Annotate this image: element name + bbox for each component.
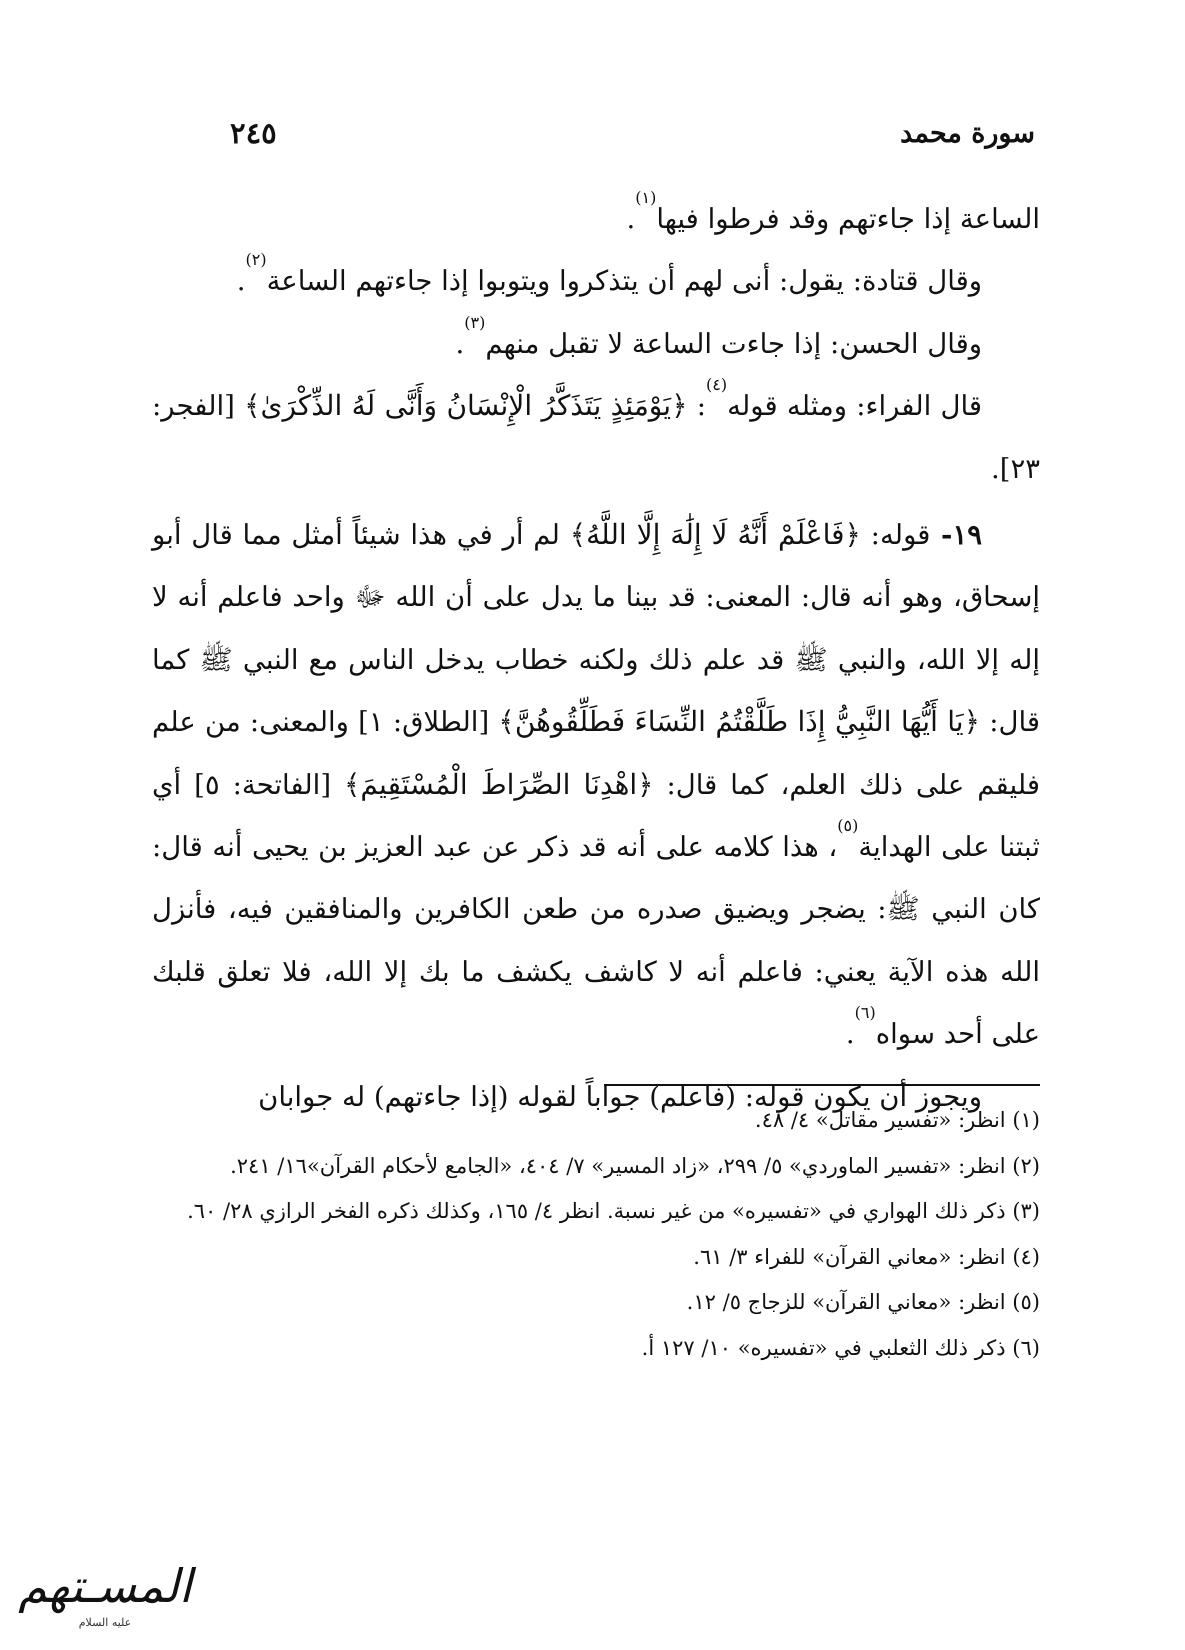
main-text (152, 188, 1040, 1128)
surah-title: سورة محمد (900, 117, 1035, 149)
watermark-logo (10, 1560, 200, 1640)
watermark-logo-text: المسـتهم (18, 1559, 192, 1613)
paragraph: ويجوز أن يكون قوله: (فاعلم) جواباً لقوله (إذا جاءتهم) له جوابان (258, 1080, 982, 1113)
section-number: ١٩- (930, 519, 982, 552)
page-number: ٢٤٥ (230, 116, 277, 150)
watermark-logo-subtext: عليه السلام (78, 1616, 132, 1629)
footnote-ref[interactable]: (٦) (854, 1003, 876, 1023)
footnote-item: (٣) ذكر ذلك الهواري في «تفسيره» من غير نسبة. انظر ٤/ ١٦٥، وكذلك ذكره الفخر الرازي ٢٨/ ٦٠. (187, 1199, 1040, 1223)
paragraph: وقال قتادة: يقول: أنى لهم أن يتذكروا ويتوبوا إذا جاءتهم الساعة$^{(٢)}$. (236, 250, 982, 298)
footnote-divider (604, 1084, 1040, 1086)
footnote-item: (٤) انظر: «معاني القرآن» للفراء ٣/ ٦١. (693, 1244, 1040, 1269)
footnote-ref[interactable]: (١) (635, 188, 657, 207)
footnote-item: (١) انظر: «تفسير مقاتل» ٤/ ٤٨. (754, 1108, 1040, 1132)
quran-verse: ﴿يَا أَيُّهَا النَّبِيُّ إِذَا طَلَّقْتُمُ النِّسَاءَ فَطَلِّقُوهُنَّ﴾ (498, 705, 980, 739)
footnote-ref[interactable]: (٤) (706, 375, 728, 395)
quran-verse: ﴿فَاعْلَمْ أَنَّهُ لَا إِلَٰهَ إِلَّا اللَّهُ﴾ (569, 518, 861, 552)
footnote-item: (٥) انظر: «معاني القرآن» للزجاج ٥/ ١٢. (686, 1290, 1040, 1314)
paragraph: قال الفراء: ومثله قوله$^{(٤)}$: ﴿يَوْمَئِذٍ يَتَذَكَّرُ الْإِنْسَانُ وَأَنَّى لَهُ الذِّكْرَىٰ﴾ [الفجر: ٢٣]. (152, 375, 1040, 485)
footnote-ref[interactable]: (٥) (837, 816, 859, 836)
paragraph: الساعة إذا جاءتهم وقد فرطوا فيها$^{(١)}$. (626, 188, 1040, 235)
verse-reference: [الفجر: ٢٣]. (152, 390, 1040, 485)
paragraph: وقال الحسن: إذا جاءت الساعة لا تقبل منهم$^{(٣)}$. (455, 312, 982, 360)
footnote-item: (٦) ذكر ذلك الثعلبي في «تفسيره» ١٠/ ١٢٧ أ. (641, 1335, 1040, 1360)
footnotes (152, 1098, 1040, 1371)
footnote-item: (٢) انظر: «تفسير الماوردي» ٥/ ٢٩٩، «زاد المسير» ٧/ ٤٠٤، «الجامع لأحكام القرآن»١٦/ ٢٤١. (230, 1153, 1040, 1178)
page-header (230, 108, 1035, 158)
quran-verse: ﴿اهْدِنَا الصِّرَاطَ الْمُسْتَقِيمَ﴾ (344, 767, 654, 801)
paragraph: ١٩- قوله: ﴿فَاعْلَمْ أَنَّهُ لَا إِلَٰهَ إِلَّا اللَّهُ﴾ لم أر في هذا شيئاً أمثل مما قال أبو إسحاق، وهو أنه قال: المعنى: قد بينا ما يدل على أن الله ﷻ واحد فاعلم أنه لا إله إلا الله، والنبي ﷺ قد علم ذلك ولكنه خطاب يدخل الناس مع النبي ﷺ كما قال: ﴿يَا أَيُّهَا النَّبِيُّ إِذَا طَلَّقْتُمُ النِّسَاءَ فَطَلِّقُوهُنَّ﴾ [الطلاق: ١] والمعنى: من علم فليقم على ذلك العلم، كما قال: ﴿اهْدِنَا الصِّرَاطَ الْمُسْتَقِيمَ﴾ [الفاتحة: ٥] أي ثبتنا على الهداية$^{(٥)}$، هذا كلامه على أنه قد ذكر عن عبد العزيز بن يحيى أنه قال: كان النبي ﷺ: يضجر ويضيق صدره من طعن الكافرين والمنافقين فيه، فأنزل الله هذه الآية يعني: فاعلم أنه لا كاشف يكشف ما بك إلا الله، فلا تعلق قلبك على أحد سواه$^{(٦)}$. (152, 518, 1041, 1051)
footnote-ref[interactable]: (٣) (464, 312, 486, 332)
quran-verse: ﴿يَوْمَئِذٍ يَتَذَكَّرُ الْإِنْسَانُ وَأَنَّى لَهُ الذِّكْرَىٰ﴾ (244, 389, 688, 423)
footnote-ref[interactable]: (٢) (245, 250, 267, 270)
